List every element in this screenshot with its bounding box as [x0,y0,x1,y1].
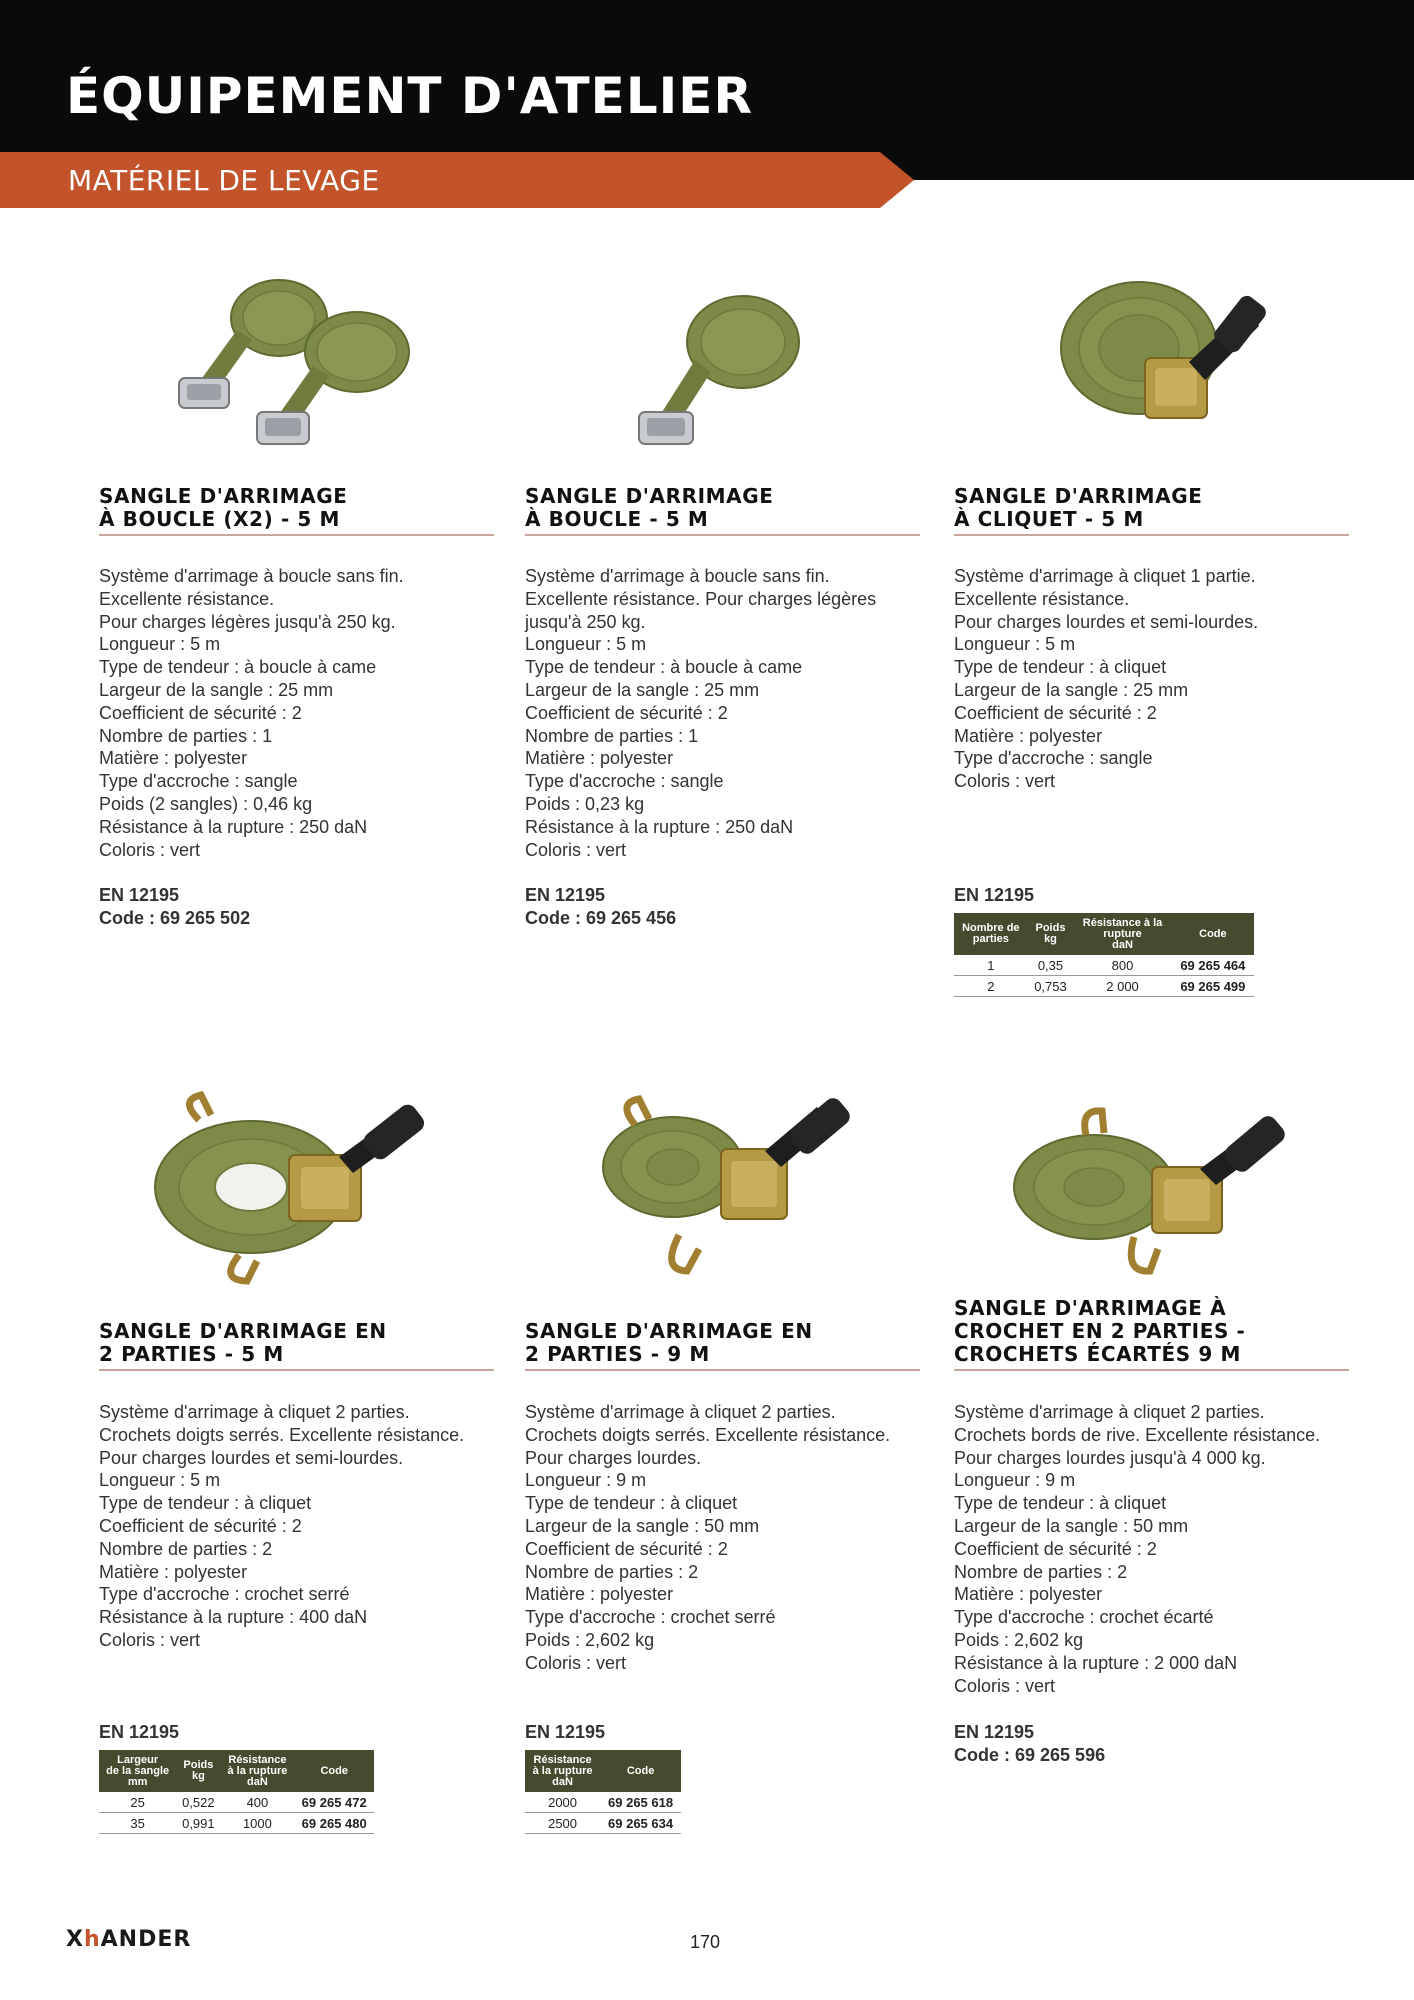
table-header: Code [294,1750,374,1792]
product-description: Système d'arrimage à cliquet 2 parties. Crochets doigts serrés. Excellente résistance. Pour charges lourdes et semi-lourdes. Longueur : 5 m Type de tendeur : à cliquet Coefficient de sécurité : 2 Nombre de parties : 2 Matière : polyester Type d'accroche : crochet serré Résistance à la rupture : 400 daN Coloris : vert [99,1402,465,1650]
product-card [99,260,494,940]
table-header: Poids kg [176,1750,220,1792]
product-description: Système d'arrimage à cliquet 1 partie. Excellente résistance. Pour charges lourdes et semi-lourdes. Longueur : 5 m Type de tendeur : à cliquet Largeur de la sangle : 25 mm Coefficient de sécurité : 2 Matière : polyester Type d'accroche : sangle Coloris : vert [954,566,1259,792]
product-standard: EN 12195 [954,1722,1035,1742]
product-code: Code : 69 265 456 [525,908,677,928]
product-image-spread-hook-strap [1004,1105,1304,1285]
table-header: Poids kg [1028,913,1074,955]
table-header: Résistance à la rupture daN [220,1750,294,1792]
section-title: MATÉRIEL DE LEVAGE [68,164,380,197]
product-image-two-part-strap [595,1085,865,1295]
product-code: Code : 69 265 596 [954,1745,1106,1765]
product-spec-table [99,1750,374,1834]
product-spec-table [525,1750,681,1834]
product-image-two-part-strap [139,1075,459,1295]
table-row: 25 0,522 400 69 265 472 [99,1792,374,1813]
table-header: Résistance à la rupture daN [525,1750,600,1792]
product-standard: EN 12195 [99,1722,180,1742]
product-description: Système d'arrimage à cliquet 2 parties. Crochets doigts serrés. Excellente résistance. Pour charges lourdes. Longueur : 9 m Type de tendeur : à cliquet Largeur de la sangle : 50 mm Coefficient de sécurité : 2 Nombre de parties : 2 Matière : polyester Type d'accroche : crochet serré Poids : 2,602 kg Coloris : vert [525,1402,891,1673]
table-row: 2000 69 265 618 [525,1792,681,1813]
table-header: Nombre de parties [954,913,1028,955]
product-description: Système d'arrimage à boucle sans fin. Excellente résistance. Pour charges légères jusqu'à 250 kg. Longueur : 5 m Type de tendeur : à boucle à came Largeur de la sangle : 25 mm Coefficient de sécurité : 2 Nombre de parties : 1 Matière : polyester Type d'accroche : sangle Poids (2 sangles) : 0,46 kg Résistance à la rupture : 250 daN Coloris : vert [99,566,404,860]
product-title: SANGLE D'ARRIMAGE EN 2 PARTIES - 5 M [99,1320,494,1371]
page-title: ÉQUIPEMENT D'ATELIER [66,67,753,125]
table-header: Résistance à la rupture daN [1073,913,1171,955]
product-image-cam-strap [625,280,825,460]
product-card [954,260,1349,1000]
product-card [525,1075,920,1835]
product-title: SANGLE D'ARRIMAGE À BOUCLE - 5 M [525,485,920,536]
product-card [99,1075,494,1835]
product-image-double-cam-strap [157,260,427,460]
table-header: Code [1172,913,1254,955]
product-card [525,260,920,940]
product-card [954,1075,1349,1835]
page-number: 170 [690,1932,721,1952]
table-header: Code [600,1750,681,1792]
product-standard: EN 12195 [525,1722,606,1742]
table-row: 2500 69 265 634 [525,1813,681,1834]
brand-logo: XhANDER [66,1927,192,1952]
product-title: SANGLE D'ARRIMAGE EN 2 PARTIES - 9 M [525,1320,920,1371]
product-description: Système d'arrimage à cliquet 2 parties. Crochets bords de rive. Excellente résistance. Pour charges lourdes jusqu'à 4 000 kg. Longueur : 9 m Type de tendeur : à cliquet Largeur de la sangle : 50 mm Coefficient de sécurité : 2 Nombre de parties : 2 Matière : polyester Type d'accroche : crochet écarté Poids : 2,602 kg Résistance à la rupture : 2 000 daN Coloris : vert [954,1402,1321,1696]
table-row: 2 0,753 2 000 69 265 499 [954,976,1254,997]
table-row: 1 0,35 800 69 265 464 [954,955,1254,976]
product-code: Code : 69 265 502 [99,908,251,928]
product-description: Système d'arrimage à boucle sans fin. Excellente résistance. Pour charges légères jusqu'à 250 kg. Longueur : 5 m Type de tendeur : à boucle à came Largeur de la sangle : 25 mm Coefficient de sécurité : 2 Nombre de parties : 1 Matière : polyester Type d'accroche : sangle Poids : 0,23 kg Résistance à la rupture : 250 daN Coloris : vert [525,566,877,860]
product-title: SANGLE D'ARRIMAGE À CLIQUET - 5 M [954,485,1349,536]
product-standard: EN 12195 [525,885,606,905]
table-row: 35 0,991 1000 69 265 480 [99,1813,374,1834]
product-title: SANGLE D'ARRIMAGE À BOUCLE (X2) - 5 M [99,485,494,536]
table-header: Largeur de la sangle mm [99,1750,176,1792]
product-standard: EN 12195 [954,885,1035,905]
product-image-ratchet-strap [1049,270,1269,460]
product-title: SANGLE D'ARRIMAGE À CROCHET EN 2 PARTIES - CROCHETS ÉCARTÉS 9 M [954,1297,1349,1371]
product-spec-table [954,913,1254,997]
product-standard: EN 12195 [99,885,180,905]
